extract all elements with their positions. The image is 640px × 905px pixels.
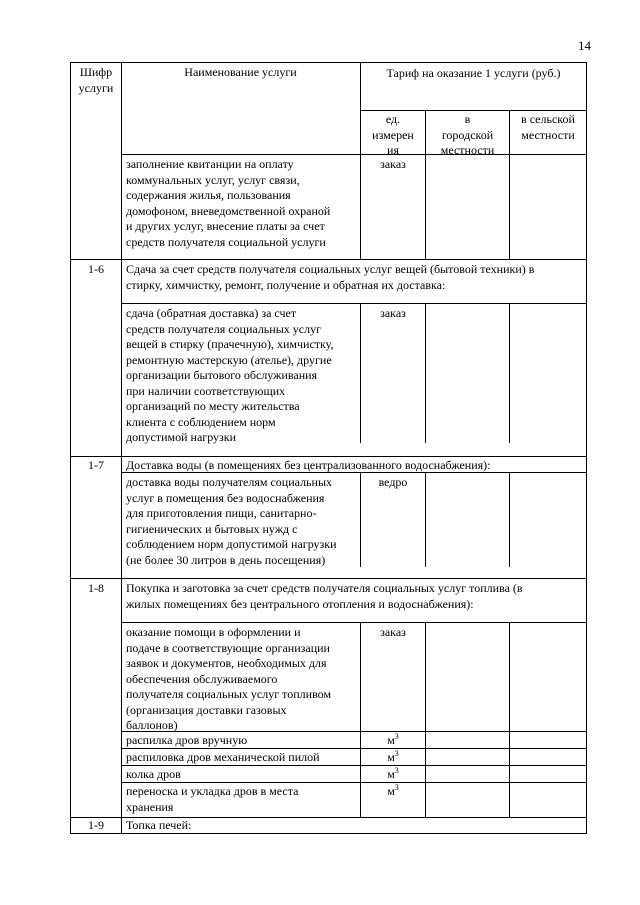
service-name: заполнение квитанции на оплату коммунальных услуг, услуг связи, содержания жилья, пользования домофоном, вневедомственной охраной и других услуг, внесение платы за счет средств получателя социальной услуги xyxy=(126,157,331,249)
service-name: оказание помощи в оформлении и подаче в соответствующие организации заявок и документов, необходимых для обеспечения обслуживаемого получателя социальных услуг топливом (организация доставки газовых баллонов) xyxy=(126,625,332,732)
section-title: Покупка и заготовка за счет средств получателя социальных услуг топлива (в жилых помещениях без центрального отопления и водоснабжения): xyxy=(126,581,523,611)
service-unit: заказ xyxy=(380,157,406,171)
service-unit: $м^3$ xyxy=(387,783,399,798)
header-name: Наименование услуги xyxy=(184,65,297,79)
page-number: 14 xyxy=(578,38,591,53)
header-tariff: Тариф на оказание 1 услуги (руб.) xyxy=(386,66,561,80)
service-unit: заказ xyxy=(380,306,406,320)
service-unit: заказ xyxy=(380,625,406,639)
section-code: 1-6 xyxy=(88,262,104,276)
service-unit: ведро xyxy=(378,475,408,489)
section-title: Доставка воды (в помещениях без централизованного водоснабжения): xyxy=(126,458,491,472)
section-code: 1-9 xyxy=(88,818,104,832)
service-name: сдача (обратная доставка) за счет средств получателя социальных услуг вещей в стирку (прачечную), химчистку, ремонтную мастерскую (ателье), другие организации бытового обслуживания при наличии соответствующих организаций по месту жительства клиента с соблюдением норм допустимой нагрузки xyxy=(126,306,334,444)
service-unit: $м^3$ xyxy=(387,732,399,747)
section-code: 1-8 xyxy=(88,581,104,595)
header-village: в сельской местности xyxy=(521,112,575,142)
service-name: распиловка дров механической пилой xyxy=(126,750,320,764)
section-title: Топка печей: xyxy=(126,818,192,832)
header-city: в городской местности xyxy=(440,112,495,157)
header-code: Шифр услуги xyxy=(78,65,114,95)
header-unit: ед. измерен ия xyxy=(372,112,414,157)
service-name: доставка воды получателям социальных услуг в помещения без водоснабжения для приготовления пищи, санитарно- гигиенических и бытовых нужд с соблюдением норм допустимой нагрузки (не более 30 литров в день посещения) xyxy=(126,475,337,567)
service-unit: $м^3$ xyxy=(387,766,399,781)
service-name: распилка дров вручную xyxy=(126,733,248,747)
section-code: 1-7 xyxy=(88,458,104,472)
service-name: переноска и укладка дров в места хранения xyxy=(126,784,299,814)
service-name: колка дров xyxy=(126,767,181,781)
service-unit: $м^3$ xyxy=(387,749,399,764)
section-title: Сдача за счет средств получателя социальных услуг вещей (бытовой техники) в стирку, химчистку, ремонт, получение и обратная их доставка: xyxy=(126,262,535,292)
